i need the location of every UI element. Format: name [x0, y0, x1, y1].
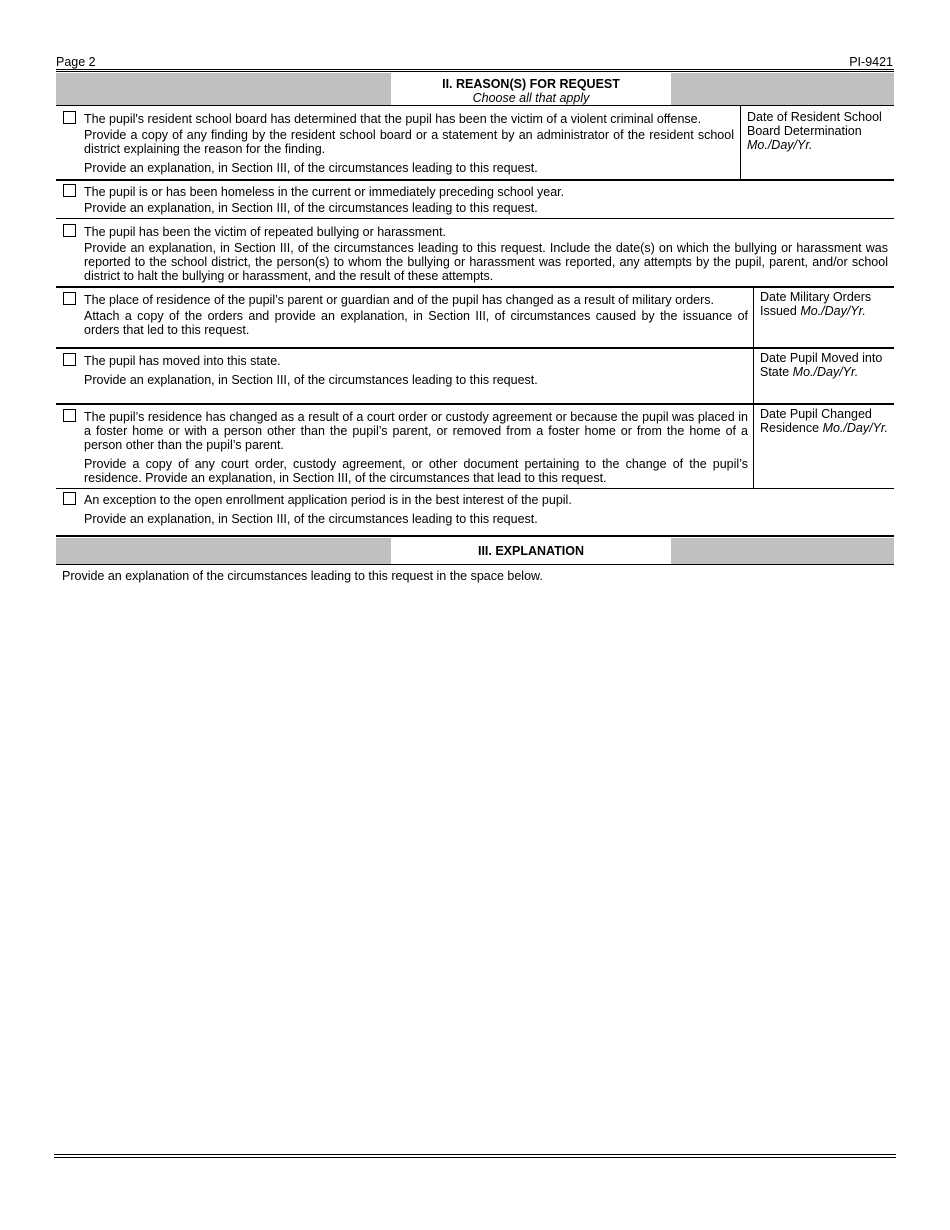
date-format: Mo./Day/Yr.: [747, 138, 813, 152]
reason-detail-text: Provide a copy of any finding by the resident school board or a statement by an administrator of the resident school district explaining the reason for the finding.: [84, 128, 734, 156]
reason-detail-text: Provide an explanation, in Section III, of the circumstances leading to this request.: [84, 512, 538, 526]
side-label: Date of Resident School Board Determination: [747, 110, 882, 138]
reason-main-text: An exception to the open enrollment application period is in the best interest of the pupil.: [84, 493, 572, 507]
reason-checkbox-homeless[interactable]: [63, 184, 76, 197]
reason-main-text: The pupil has moved into this state.: [84, 354, 281, 368]
explanation-area[interactable]: [56, 588, 894, 1148]
date-field-moved-into-state[interactable]: [760, 351, 890, 379]
header-rule: [56, 69, 894, 72]
reason-main-text: The pupil has been the victim of repeated bullying or harassment.: [84, 225, 447, 239]
page-number: Page 2: [56, 55, 96, 69]
reason-checkbox-bullying[interactable]: [63, 224, 76, 237]
form-id: PI-9421: [849, 55, 893, 69]
section2-title: II. REASON(S) FOR REQUEST: [442, 77, 620, 91]
date-field-military-orders[interactable]: [760, 290, 890, 318]
reason-main-text: The pupil is or has been homeless in the current or immediately preceding school year.: [84, 185, 565, 199]
reason-detail-text: Provide a copy of any court order, custody agreement, or other document pertaining to the change of the pupil’s residence. Provide an explanation, in Section III, of the circumstances that lead to this request.: [84, 457, 748, 485]
side-label: Date Pupil Moved into State: [760, 351, 883, 379]
date-field-residence-change[interactable]: [760, 407, 894, 435]
section2-header: [56, 73, 894, 105]
reason-checkbox-best-interest[interactable]: [63, 492, 76, 505]
reason-detail-text: Provide an explanation, in Section III, of the circumstances leading to this request. Include the date(s) on which the bullying or harassment was reported to the school district, the person(s) to whom the bullying or harassment was reported, any attempts by the pupil, parent, and/or school district to halt the bullying or harassment, and the result of these attempts.: [84, 241, 888, 283]
reason-checkbox-residence-change[interactable]: [63, 409, 76, 422]
section2-subtitle: Choose all that apply: [472, 91, 590, 105]
section3-instruction: Provide an explanation of the circumstances leading to this request in the space below.: [62, 569, 543, 583]
side-label: Date Pupil Changed Residence: [760, 407, 872, 435]
date-format: Mo./Day/Yr.: [792, 365, 859, 379]
reason-detail-text: Provide an explanation, in Section III, of the circumstances leading to this request.: [84, 161, 538, 175]
date-format: Mo./Day/Yr.: [822, 421, 889, 435]
section3-header: [56, 538, 894, 564]
date-format: Mo./Day/Yr.: [800, 304, 866, 318]
reason-detail-text: Attach a copy of the orders and provide an explanation, in Section III, of circumstances caused by the issuance of orders that led to this request.: [84, 309, 748, 337]
footer-rule: [54, 1154, 896, 1158]
reason-detail-text: Provide an explanation, in Section III, of the circumstances leading to this request.: [84, 201, 538, 215]
section3-title: III. EXPLANATION: [477, 544, 585, 558]
reason-detail-text: Provide an explanation, in Section III, of the circumstances leading to this request.: [84, 373, 538, 387]
reason-main-text: The place of residence of the pupil’s parent or guardian and of the pupil has changed as a result of military orders.: [84, 293, 715, 307]
reason-main-text: The pupil's resident school board has determined that the pupil has been the victim of a violent criminal offense.: [84, 112, 702, 126]
reason-checkbox-violent-crime[interactable]: [63, 111, 76, 124]
reason-checkbox-military[interactable]: [63, 292, 76, 305]
reason-checkbox-moved-into-state[interactable]: [63, 353, 76, 366]
reason-main-text: The pupil’s residence has changed as a result of a court order or custody agreement or because the pupil was placed in a foster home or with a person other than the pupil’s parent, or removed from a foster home or from the home of a person other than the pupil’s parent.: [84, 410, 748, 452]
date-field-board-determination[interactable]: [747, 110, 892, 152]
side-label: Date Military Orders Issued: [760, 290, 872, 318]
